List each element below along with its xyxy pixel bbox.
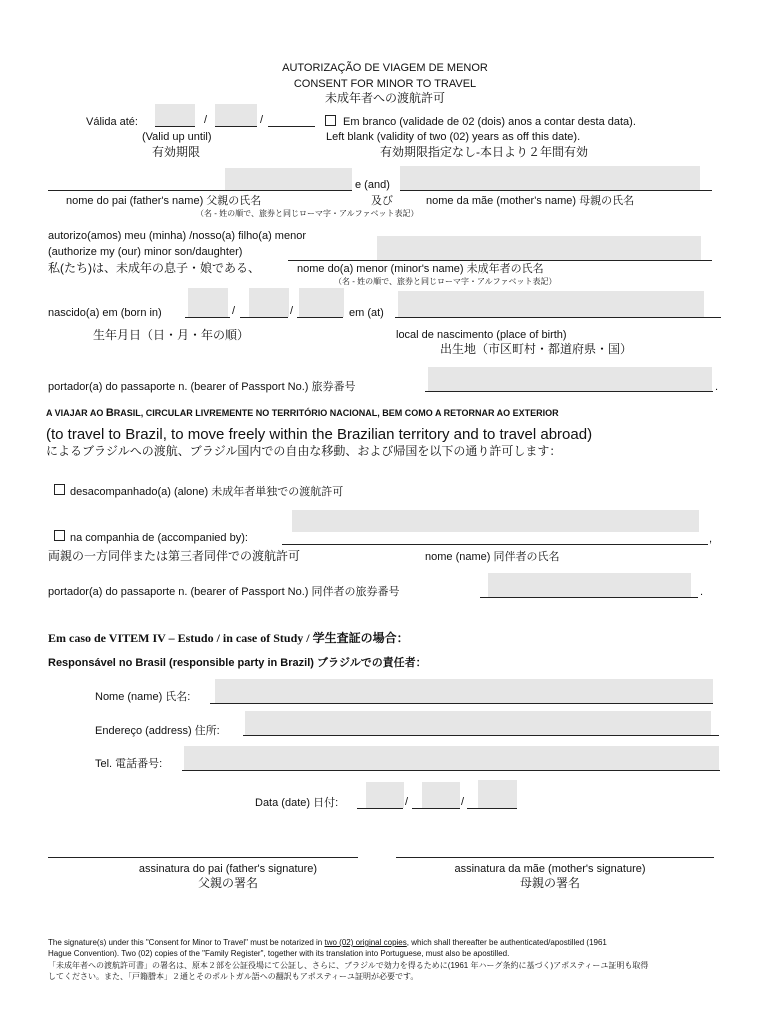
father-name-line	[48, 190, 352, 191]
minor-name-note: （名 - 姓の順で、旅券と同じローマ字・アルファベット表記）	[334, 277, 557, 286]
companion-name-line	[282, 544, 708, 545]
birthplace-line	[395, 317, 721, 318]
alone-label: desacompanhado(a) (alone) 未成年者単独での渡航許可	[70, 486, 344, 498]
valid-day-field[interactable]	[155, 104, 195, 126]
authorize-line1: autorizo(amos) meu (minha) /nosso(a) filho(a) menor	[48, 230, 306, 242]
minor-name-line	[288, 260, 712, 261]
resp-address-field[interactable]	[245, 711, 711, 735]
birth-month-line	[240, 317, 288, 318]
passport-number-field[interactable]	[428, 367, 712, 391]
resp-address-label: Endereço (address) 住所:	[95, 725, 220, 737]
authorize-jp: 私(たち)は、未成年の息子・娘である、	[48, 261, 260, 275]
study-heading: Em caso de VITEM IV – Estudo / in case of Study / 学生査証の場合：	[48, 631, 409, 645]
date-slash: /	[204, 114, 208, 126]
date-year-field[interactable]	[478, 780, 517, 808]
date-slash: /	[461, 796, 465, 808]
valid-until-label: Válida até:	[86, 116, 138, 128]
birth-day-field[interactable]	[188, 288, 228, 317]
birthplace-jp: 出生地（市区町村・都道府県・国）	[440, 342, 633, 356]
companion-passport-field[interactable]	[488, 573, 691, 597]
valid-month-field[interactable]	[215, 104, 257, 126]
date-month-field[interactable]	[422, 782, 460, 808]
footer-line2: Hague Convention). Two (02) copies of the "Family Register", together with its translation into Portuguese, must also be apostilled.	[48, 949, 510, 958]
resp-name-line	[210, 703, 713, 704]
resp-address-line	[243, 735, 719, 736]
mother-signature-label: assinatura da mãe (mother's signature)	[454, 863, 646, 875]
title-pt: AUTORIZAÇÃO DE VIAGEM DE MENOR	[282, 62, 488, 74]
footer-line4: してください。また、「戸籍謄本」２通とそのポルトガル語への翻訳もアポスティーユ証明が必要です。	[48, 972, 419, 981]
passport-number-line	[425, 391, 713, 392]
blank-validity-en: Left blank (validity of two (02) years as off this date).	[326, 131, 581, 143]
accompanied-checkbox[interactable]	[54, 530, 65, 541]
oyobi-label: 及び	[371, 195, 393, 207]
footer-line3: 「未成年者への渡航許可書」の署名は、原本２部を公証役場にて公証し、さらに、ブラジルで効力を得るために(1961 年ハーグ条約に基づく)アポスティーユ証明も取得	[48, 961, 649, 970]
father-signature-label: assinatura do pai (father's signature)	[138, 863, 318, 875]
resp-name-label: Nome (name) 氏名:	[95, 691, 191, 703]
valid-until-jp: 有効期限	[152, 145, 201, 159]
father-name-field[interactable]	[225, 168, 352, 190]
date-slash: /	[232, 305, 236, 317]
travel-en: (to travel to Brazil, to move freely within the Brazilian territory and to travel abroad)	[46, 426, 593, 443]
mother-signature-line[interactable]	[396, 857, 714, 858]
passport-label: portador(a) do passaporte n. (bearer of Passport No.) 旅券番号	[48, 381, 356, 393]
birthplace-field[interactable]	[398, 291, 704, 317]
birth-month-field[interactable]	[249, 288, 289, 317]
mother-signature-jp: 母親の署名	[519, 876, 580, 890]
mother-name-line	[400, 190, 712, 191]
blank-validity-checkbox[interactable]	[325, 115, 336, 126]
date-day-field[interactable]	[366, 782, 404, 808]
father-signature-line[interactable]	[48, 857, 358, 858]
title-en: CONSENT FOR MINOR TO TRAVEL	[293, 78, 477, 90]
travel-jp: によるブラジルへの渡航、ブラジル国内での自由な移動、および帰国を以下の通り許可します：	[46, 444, 562, 458]
resp-name-field[interactable]	[215, 679, 713, 703]
birth-date-jp: 生年月日（日・月・年の順）	[93, 328, 250, 342]
date-slash: /	[290, 305, 294, 317]
minor-name-label: nome do(a) menor (minor's name) 未成年者の氏名	[297, 263, 544, 275]
companion-name-label: nome (name) 同伴者の氏名	[425, 551, 560, 563]
resp-tel-label: Tel. 電話番号:	[95, 758, 163, 770]
travel-heading: A VIAJAR AO BRASIL, CIRCULAR LIVREMENTE NO TERRITÓRIO NACIONAL, BEM COMO A RETORNAR AO EXTERIOR	[46, 407, 559, 419]
date-month-line	[412, 808, 460, 809]
birthplace-label: local de nascimento (place of birth)	[396, 329, 567, 341]
title-jp: 未成年者への渡航許可	[324, 91, 445, 105]
father-signature-jp: 父親の署名	[197, 876, 258, 890]
born-in-label: nascido(a) em (born in)	[48, 307, 162, 319]
date-year-line	[467, 808, 517, 809]
birth-day-line	[185, 317, 230, 318]
blank-validity-jp: 有効期限指定なし-本日より２年間有効	[380, 145, 588, 159]
valid-year-line	[268, 126, 315, 127]
valid-month-line	[215, 126, 257, 127]
date-day-line	[357, 808, 403, 809]
and-label: e (and)	[355, 179, 390, 191]
father-name-label: nome do pai (father's name) 父親の氏名	[66, 195, 262, 207]
authorize-line2: (authorize my (our) minor son/daughter)	[48, 246, 243, 258]
resp-tel-field[interactable]	[184, 746, 719, 770]
date-slash: /	[260, 114, 264, 126]
valid-until-en: (Valid up until)	[142, 131, 212, 143]
blank-validity-pt: Em branco (validade de 02 (dois) anos a contar desta data).	[343, 116, 636, 128]
birth-year-line	[297, 317, 343, 318]
date-label: Data (date) 日付:	[255, 797, 339, 809]
at-label: em (at)	[349, 307, 384, 319]
alone-checkbox[interactable]	[54, 484, 65, 495]
valid-day-line	[155, 126, 195, 127]
responsible-heading: Responsável no Brasil (responsible party in Brazil) ブラジルでの責任者：	[48, 657, 427, 669]
companion-passport-label: portador(a) do passaporte n. (bearer of Passport No.) 同伴者の旅券番号	[48, 586, 400, 598]
name-order-note: （名 - 姓の順で、旅券と同じローマ字・アルファベット表記）	[196, 209, 419, 218]
accompanied-label: na companhia de (accompanied by):	[70, 532, 248, 544]
companion-passport-line	[480, 597, 698, 598]
accompanied-jp: 両親の一方同伴または第三者同伴での渡航許可	[48, 549, 301, 563]
date-slash: /	[405, 796, 409, 808]
mother-name-field[interactable]	[400, 166, 700, 190]
footer-line1: The signature(s) under this "Consent for Minor to Travel" must be notarized in two (02) original copies, which shall thereafter be authenticated/apostilled (1961	[48, 938, 607, 947]
resp-tel-line	[182, 770, 720, 771]
mother-name-label: nome da mãe (mother's name) 母親の氏名	[426, 195, 635, 207]
birth-year-field[interactable]	[299, 288, 344, 317]
minor-name-field[interactable]	[377, 236, 701, 260]
companion-field[interactable]	[292, 510, 699, 532]
